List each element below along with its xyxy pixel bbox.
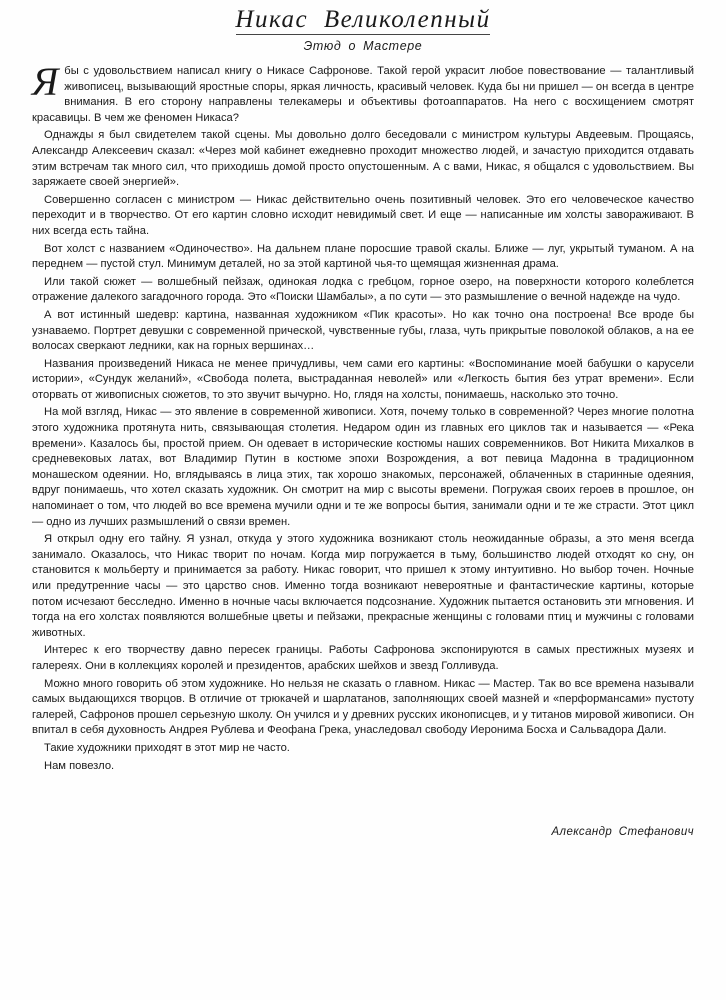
page-title: Никас Великолепный (235, 6, 491, 33)
author-signature: Александр Стефанович (551, 826, 694, 838)
paragraph-5: Или такой сюжет — волшебный пейзаж, одинокая лодка с гребцом, горное озеро, на поверхности которого колеблется отражение далекого загадочного города. Это «Поиски Шамбалы», а по сути — это размышление о вечной надежде на чудо. (32, 275, 694, 304)
page-subtitle: Этюд о Мастере (303, 39, 423, 53)
paragraph-4: Вот холст с названием «Одиночество». На дальнем плане поросшие травой скалы. Ближе — луг, укрытый туманом. А на переднем — пустой стул. Минимум деталей, но за этой картиной чья-то щемящая жизненная драма. (32, 242, 694, 271)
drop-cap: Я (32, 59, 59, 104)
paragraph-6: А вот истинный шедевр: картина, названная художником «Пик красоты». Но как точно она построена! Все вроде бы узнаваемо. Портрет девушки с современной прической, чувственные губы, глаза, чуть прикрытые поволокой облаков, а на ее волосах сверкают ледники, как на горных вершинах… (32, 308, 694, 353)
paragraph-13: Нам повезло. (44, 759, 115, 772)
paragraph-8: На мой взгляд, Никас — это явление в современной живописи. Хотя, почему только в современной? Через многие полотна этого художника протянута нить, связывающая столетия. Недаром один из главных его циклов так и называется — «Река времени». Казалось бы, простой прием. Он одевает в исторические костюмы наших современников. Вот Никита Михалков в средневековых латах, вот Владимир Путин в костюме эпохи Возрождения, а вот певица Мадонна в традиционном монашеском одеянии. Но, вглядываясь в лица этих, так хорошо знакомых, персонажей, облаченных в старинные одеяния, вдруг понимаешь, что хотел сказать художник. Он смотрит на мир с высоты времени. Погружая своих героев в прошлое, он напоминает о том, что людей во все времена мучили одни и те же вопросы бытия, занимали одни и те же страсти. Этот цикл — одно из лучших размышлений о связи времен. (32, 406, 694, 528)
paragraph-10: Интерес к его творчеству давно пересек границы. Работы Сафронова экспонируются в самых престижных музеях и галереях. Они в коллекциях королей и президентов, арабских шейхов и звезд Голливуда. (32, 644, 694, 672)
paragraph-9: Я открыл одну его тайну. Я узнал, откуда у этого художника возникают столь неожиданные образы, а это меня всегда занимало. Оказалось, что Никас творит по ночам. Когда мир погружается в тьму, большинство людей отходят ко сну, он становится к мольберту и принимается за работу. Никас говорит, что пришел к этому интуитивно. Но выбор точен. Ночные или предутренние часы — это царство снов. Именно тогда возникают невероятные и фантастические картины, которые потом исчезают бесследно. Именно в ночные часы включается подсознание. Художник пытается остановить эти мгновения. И тогда на его холстах появляются волшебные цветы и пейзажи, прекрасные женщины с головами птиц и мужчины с головами животных. (32, 533, 694, 639)
paragraph-11: Можно много говорить об этом художнике. Но нельзя не сказать о главном. Никас — Мастер. Так во все времена называли самых выдающихся творцов. В отличие от трюкачей и шарлатанов, заполняющих своей мазней и «перформансами» пустоту галерей, Сафронов прошел серьезную школу. Он учился и у древних русских иконописцев, и у титанов мировой живописи. Он впитал в себя духовность Андрея Рублева и Феофана Грека, унаследовал свободу Иеронима Босха и Сальвадора Дали. (32, 677, 694, 737)
paragraph-12: Такие художники приходят в этот мир не часто. (44, 741, 290, 754)
paragraph-7: Названия произведений Никаса не менее причудливы, чем сами его картины: «Воспоминание моей бабушки о карусели истории», «Сундук желаний», «Свобода полета, выстраданная неволей» или «Легкость бытия без утрат времени». Если оторвать от живописных сюжетов, то это звучит вычурно. Но, глядя на холсты, понимаешь, насколько это точно. (32, 357, 694, 401)
paragraph-3: Совершенно согласен с министром — Никас действительно очень позитивный человек. Это его человеческое качество переходит и в творчество. От его картин словно исходит невидимый свет. И еще — написанные им холсты завораживают. В них всегда есть тайна. (32, 193, 694, 237)
title-underline (236, 34, 490, 35)
article-body (32, 59, 694, 776)
paragraph-1 (32, 59, 694, 126)
paragraph-2: Однажды я был свидетелем такой сцены. Мы довольно долго беседовали с министром культуры Авдеевым. Прощаясь, Александр Алексеевич сказал: «Через мой кабинет ежедневно проходит множество людей, и зачастую приходится отдавать этим встречам так много сил, что приходишь домой просто опустошенным. А с вами, Никас, я общался с удовольствием. Вы заряжаете своей энергией». (32, 129, 694, 189)
paragraph-1-text: бы с удовольствием написал книгу о Никасе Сафронове. Такой герой украсит любое повествование — талантливый живописец, вызывающий яростные споры, яркая личность, красивый человек. Куда бы ни пришел — он всегда в центре внимания. В его сторону направлены телекамеры и объективы фотоаппаратов. На него с восхищением смотрят красавицы. В чем же феномен Никаса? (32, 65, 694, 124)
